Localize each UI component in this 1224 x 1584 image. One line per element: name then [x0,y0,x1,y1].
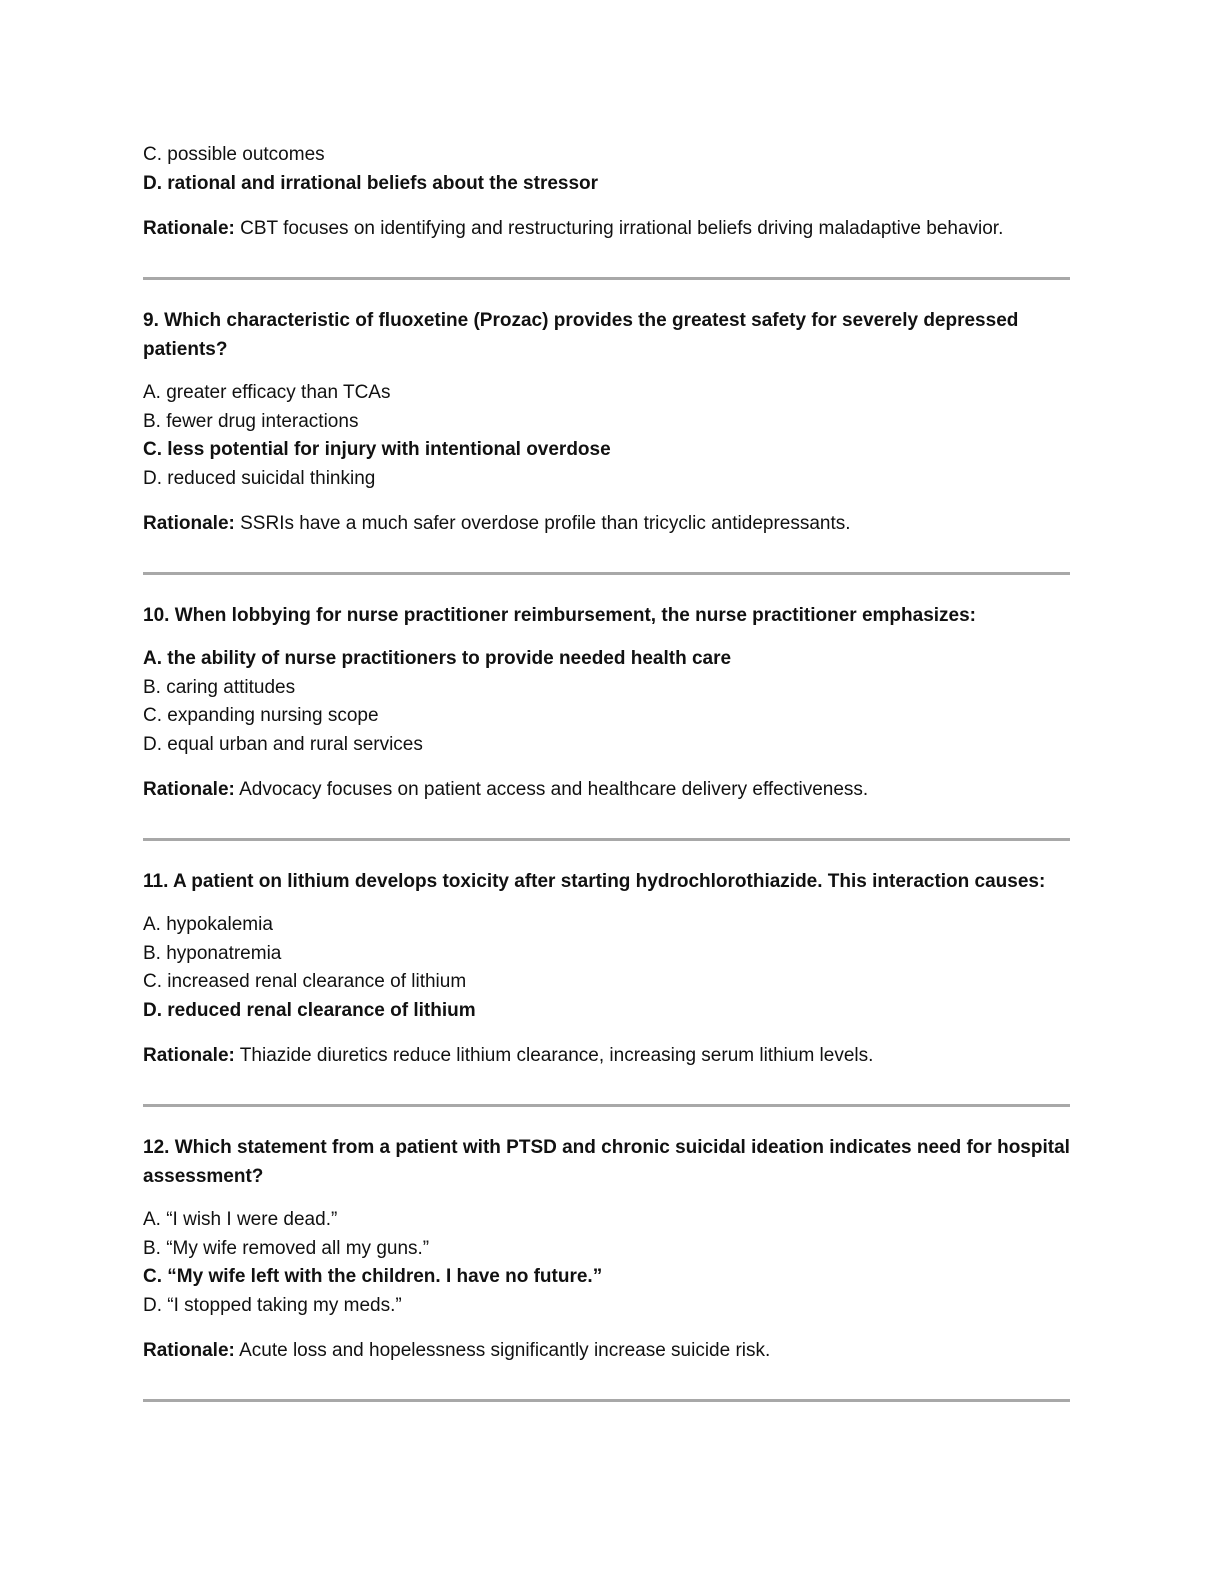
question-text: 12. Which statement from a patient with PTSD and chronic suicidal ideation indicates need for hospital assessment? [143,1137,1070,1187]
question-text: 11. A patient on lithium develops toxicity after starting hydrochlorothiazide. This interaction causes: [143,871,1046,892]
option-c-correct: C. less potential for injury with intentional overdose [143,439,611,460]
option-c: C. increased renal clearance of lithium [143,971,467,992]
rationale-label: Rationale: [143,218,235,239]
rationale-text: SSRIs have a much safer overdose profile than tricyclic antidepressants. [234,513,851,534]
section-divider [143,1399,1070,1402]
option-a-correct: A. the ability of nurse practitioners to provide needed health care [143,648,732,669]
rationale-text: Acute loss and hopelessness significantly increase suicide risk. [234,1340,771,1361]
rationale [143,775,1070,804]
rationale-label: Rationale: [143,779,235,800]
rationale-label: Rationale: [143,1045,235,1066]
option-d: D. “I stopped taking my meds.” [143,1294,402,1316]
option-b: B. “My wife removed all my guns.” [143,1237,430,1259]
option-b: B. hyponatremia [143,942,282,964]
document-page [143,141,1070,1402]
question-11 [143,867,1070,1133]
rationale-label: Rationale: [143,1340,235,1361]
option-b: B. caring attitudes [143,676,296,698]
rationale [143,1336,1070,1365]
option-a: A. hypokalemia [143,914,273,935]
rationale [143,214,1070,243]
rationale-text: CBT focuses on identifying and restructuring irrational beliefs driving maladaptive behavior. [234,218,1004,239]
rationale-label: Rationale: [143,513,235,534]
question-text: 10. When lobbying for nurse practitioner reimbursement, the nurse practitioner emphasizes: [143,605,977,626]
option-c-correct: C. “My wife left with the children. I have no future.” [143,1266,603,1287]
rationale-text: Thiazide diuretics reduce lithium clearance, increasing serum lithium levels. [234,1045,874,1066]
option-d: D. reduced suicidal thinking [143,467,376,489]
question-9 [143,306,1070,601]
question-8-continued [143,141,1070,306]
rationale [143,1041,1070,1070]
question-10 [143,601,1070,867]
option-a: A. “I wish I were dead.” [143,1209,338,1230]
rationale-text: Advocacy focuses on patient access and healthcare delivery effectiveness. [234,779,869,800]
rationale [143,509,1070,538]
option-d: D. equal urban and rural services [143,733,423,755]
option-c: C. possible outcomes [143,144,325,165]
option-a: A. greater efficacy than TCAs [143,382,391,403]
option-b: B. fewer drug interactions [143,410,359,432]
question-12 [143,1133,1070,1402]
option-c: C. expanding nursing scope [143,705,379,726]
option-d-correct: D. reduced renal clearance of lithium [143,999,476,1021]
question-text: 9. Which characteristic of fluoxetine (Prozac) provides the greatest safety for severely depressed patients? [143,310,1019,360]
option-d-correct: D. rational and irrational beliefs about the stressor [143,172,599,194]
